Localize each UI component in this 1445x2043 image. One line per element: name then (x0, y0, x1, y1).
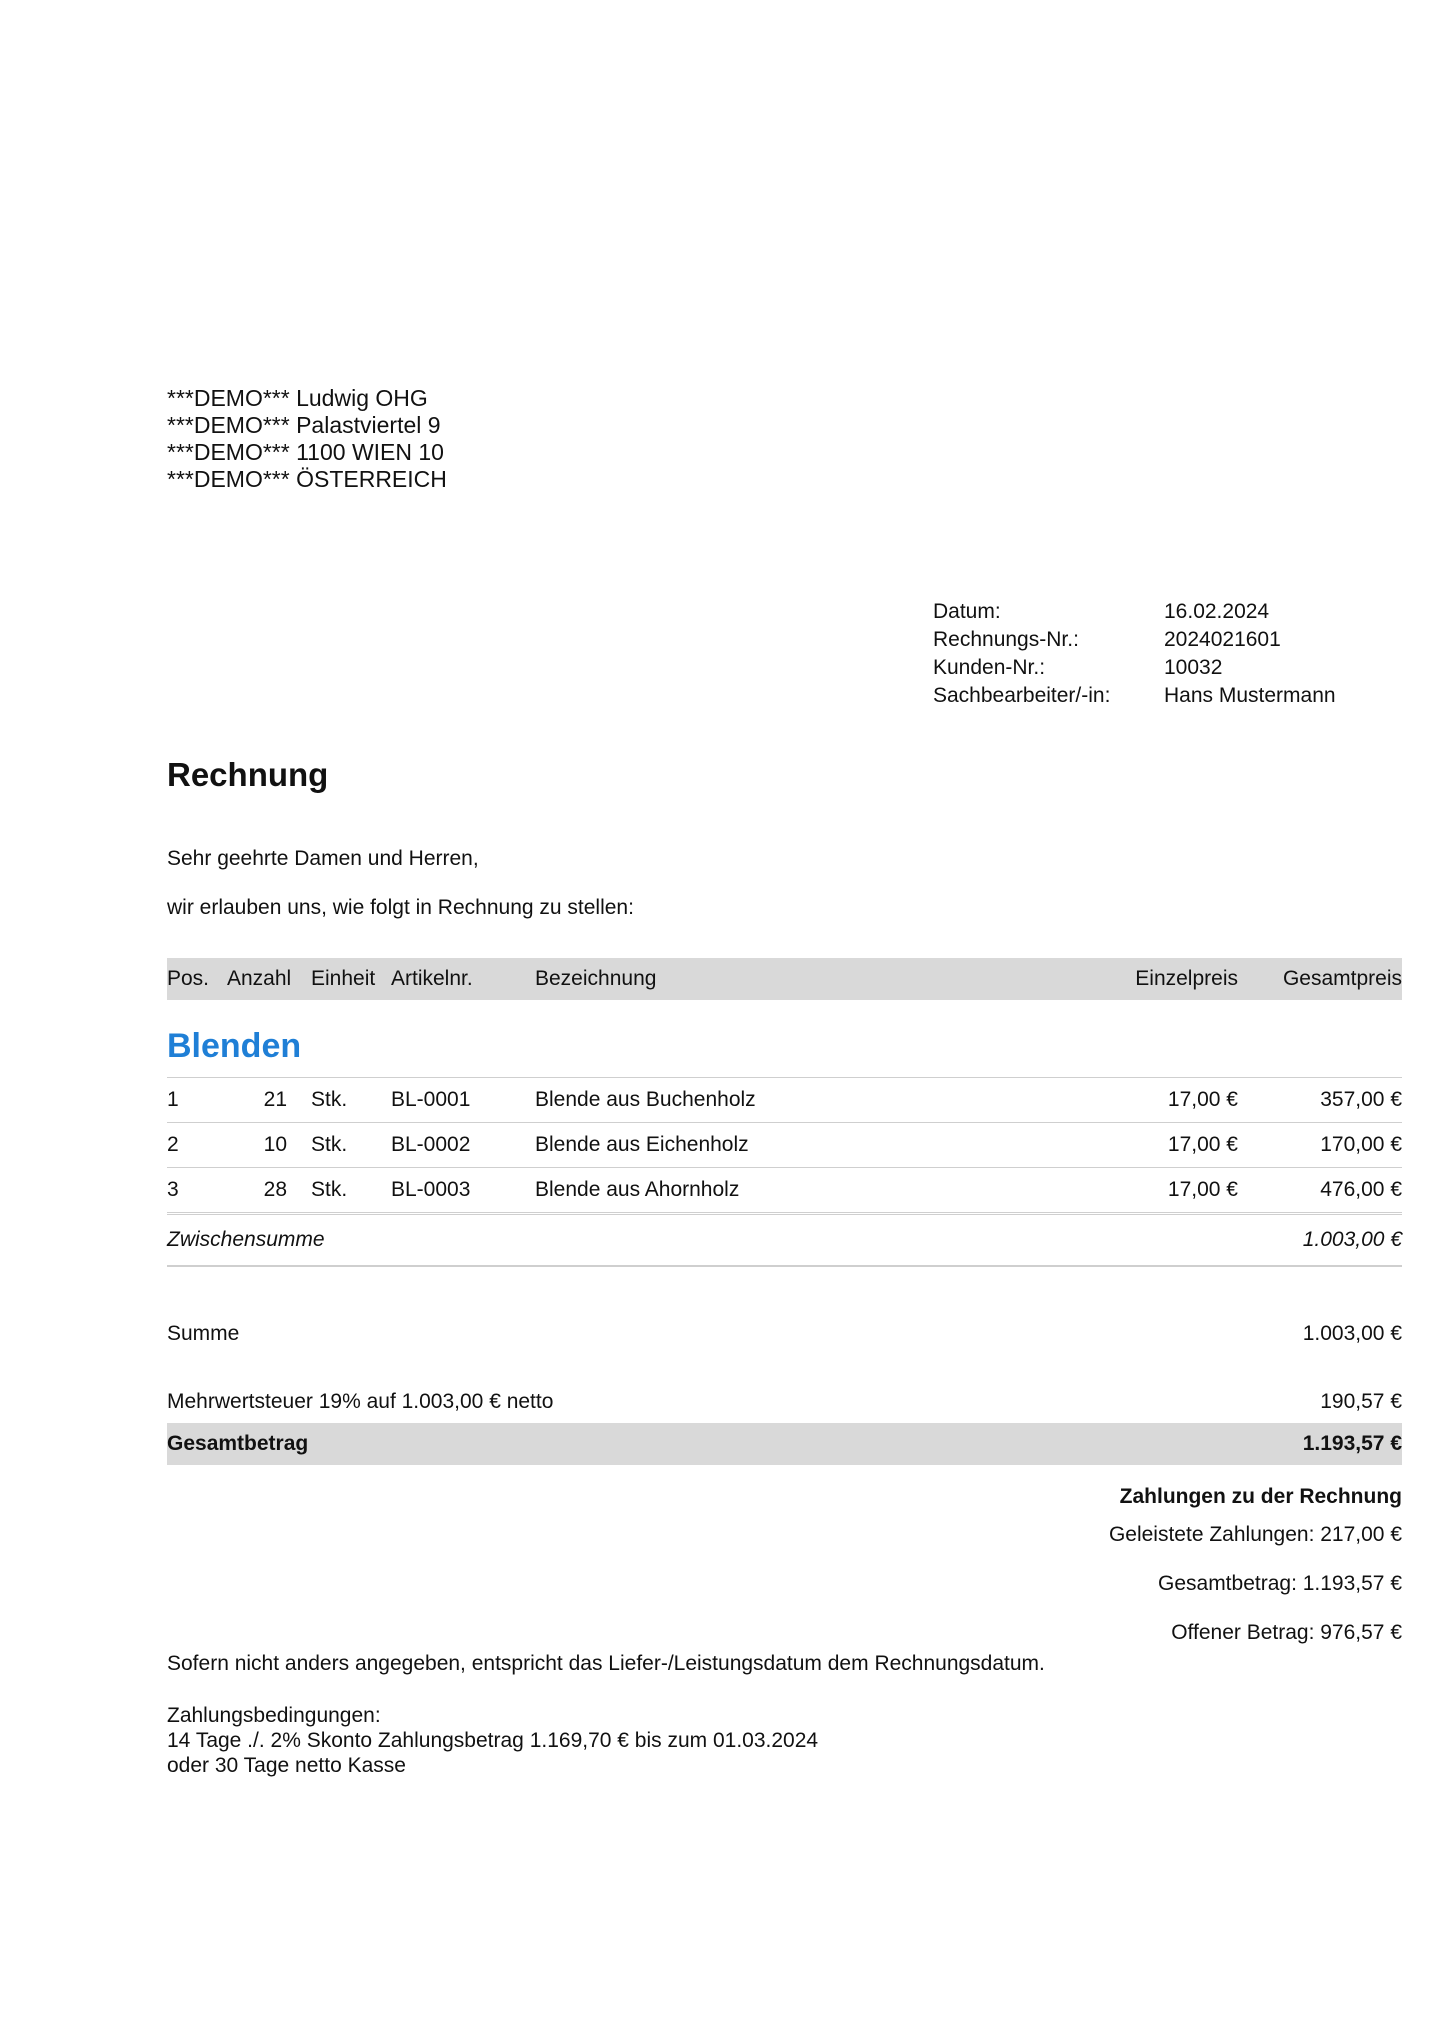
subtotal-label: Zwischensumme (167, 1228, 325, 1251)
address-line: ***DEMO*** ÖSTERREICH (167, 466, 447, 492)
cell-qty: 21 (263, 1088, 287, 1111)
terms-line: oder 30 Tage netto Kasse (167, 1754, 406, 1777)
cell-qty: 10 (263, 1133, 287, 1156)
payments-paid: Geleistete Zahlungen: 217,00 € (1108, 1523, 1402, 1546)
sum-row (167, 1313, 1402, 1355)
table-row (167, 1123, 1402, 1168)
meta-label: Sachbearbeiter/-in: (933, 684, 1111, 707)
cell-pos: 3 (167, 1178, 179, 1201)
salutation: Sehr geehrte Damen und Herren, (167, 847, 479, 870)
cell-description: Blende aus Ahornholz (535, 1178, 740, 1201)
grand-total-value: 1.193,57 € (1302, 1432, 1402, 1455)
vat-value: 190,57 € (1320, 1390, 1402, 1413)
items-table (167, 958, 1402, 1465)
header-pos: Pos. (167, 967, 210, 990)
invoice-meta (933, 598, 1336, 710)
header-unit-price: Einzelpreis (1135, 967, 1238, 990)
header-qty: Anzahl (227, 967, 292, 990)
cell-unit: Stk. (311, 1133, 348, 1156)
sum-value: 1.003,00 € (1302, 1322, 1402, 1345)
cell-total-price: 476,00 € (1320, 1178, 1402, 1201)
payments-total: Gesamtbetrag: 1.193,57 € (1158, 1572, 1402, 1595)
cell-article: BL-0003 (391, 1178, 471, 1201)
meta-value: Hans Mustermann (1164, 684, 1336, 707)
group-heading (167, 1000, 1402, 1078)
meta-value: 2024021601 (1164, 628, 1281, 651)
intro-text: wir erlauben uns, wie folgt in Rechnung zu stellen: (167, 896, 634, 919)
grand-total-label: Gesamtbetrag (167, 1432, 309, 1455)
meta-row-clerk (933, 682, 1336, 710)
page-title: Rechnung (167, 756, 329, 793)
vat-row (167, 1381, 1402, 1423)
table-header (167, 958, 1402, 1000)
terms-line: 14 Tage ./. 2% Skonto Zahlungsbetrag 1.169,70 € bis zum 01.03.2024 (167, 1729, 819, 1752)
address-line: ***DEMO*** Ludwig OHG (167, 385, 428, 411)
delivery-note: Sofern nicht anders angegeben, entspricht das Liefer-/Leistungsdatum dem Rechnungsdatum. (167, 1652, 1045, 1675)
spacer (167, 1267, 1402, 1313)
cell-unit: Stk. (311, 1178, 348, 1201)
cell-unit-price: 17,00 € (1167, 1178, 1238, 1201)
cell-description: Blende aus Buchenholz (535, 1088, 756, 1111)
cell-unit-price: 17,00 € (1167, 1088, 1238, 1111)
terms-label: Zahlungsbedingungen: (167, 1704, 381, 1727)
payments-open: Offener Betrag: 976,57 € (1171, 1621, 1402, 1644)
address-line: ***DEMO*** 1100 WIEN 10 (167, 439, 444, 465)
header-article: Artikelnr. (391, 967, 473, 990)
meta-label: Rechnungs-Nr.: (933, 628, 1079, 651)
cell-pos: 2 (167, 1133, 179, 1156)
meta-row-invoice-number (933, 626, 1336, 654)
table-row (167, 1168, 1402, 1215)
cell-unit-price: 17,00 € (1167, 1133, 1238, 1156)
subtotal-value: 1.003,00 € (1302, 1228, 1402, 1251)
vat-label: Mehrwertsteuer 19% auf 1.003,00 € netto (167, 1390, 554, 1413)
cell-article: BL-0001 (391, 1088, 471, 1111)
grand-total-row (167, 1423, 1402, 1465)
cell-pos: 1 (167, 1088, 179, 1111)
sum-label: Summe (167, 1322, 240, 1345)
cell-qty: 28 (263, 1178, 287, 1201)
cell-article: BL-0002 (391, 1133, 471, 1156)
group-title: Blenden (167, 1027, 302, 1065)
subtotal-row (167, 1215, 1402, 1267)
cell-unit: Stk. (311, 1088, 348, 1111)
payment-terms (167, 1703, 818, 1778)
payments-summary (1109, 1478, 1402, 1663)
meta-row-date (933, 598, 1336, 626)
header-unit: Einheit (311, 967, 376, 990)
table-row (167, 1078, 1402, 1123)
header-total-price: Gesamtpreis (1282, 967, 1402, 990)
address-line: ***DEMO*** Palastviertel 9 (167, 412, 441, 438)
meta-label: Datum: (933, 600, 1001, 623)
header-description: Bezeichnung (535, 967, 657, 990)
meta-value: 16.02.2024 (1164, 600, 1270, 623)
recipient-address (167, 385, 447, 493)
payments-heading: Zahlungen zu der Rechnung (1119, 1485, 1402, 1508)
spacer (167, 1355, 1402, 1381)
meta-value: 10032 (1164, 656, 1223, 679)
cell-total-price: 357,00 € (1320, 1088, 1402, 1111)
cell-description: Blende aus Eichenholz (535, 1133, 749, 1156)
meta-label: Kunden-Nr.: (933, 656, 1046, 679)
meta-row-customer-number (933, 654, 1336, 682)
cell-total-price: 170,00 € (1320, 1133, 1402, 1156)
